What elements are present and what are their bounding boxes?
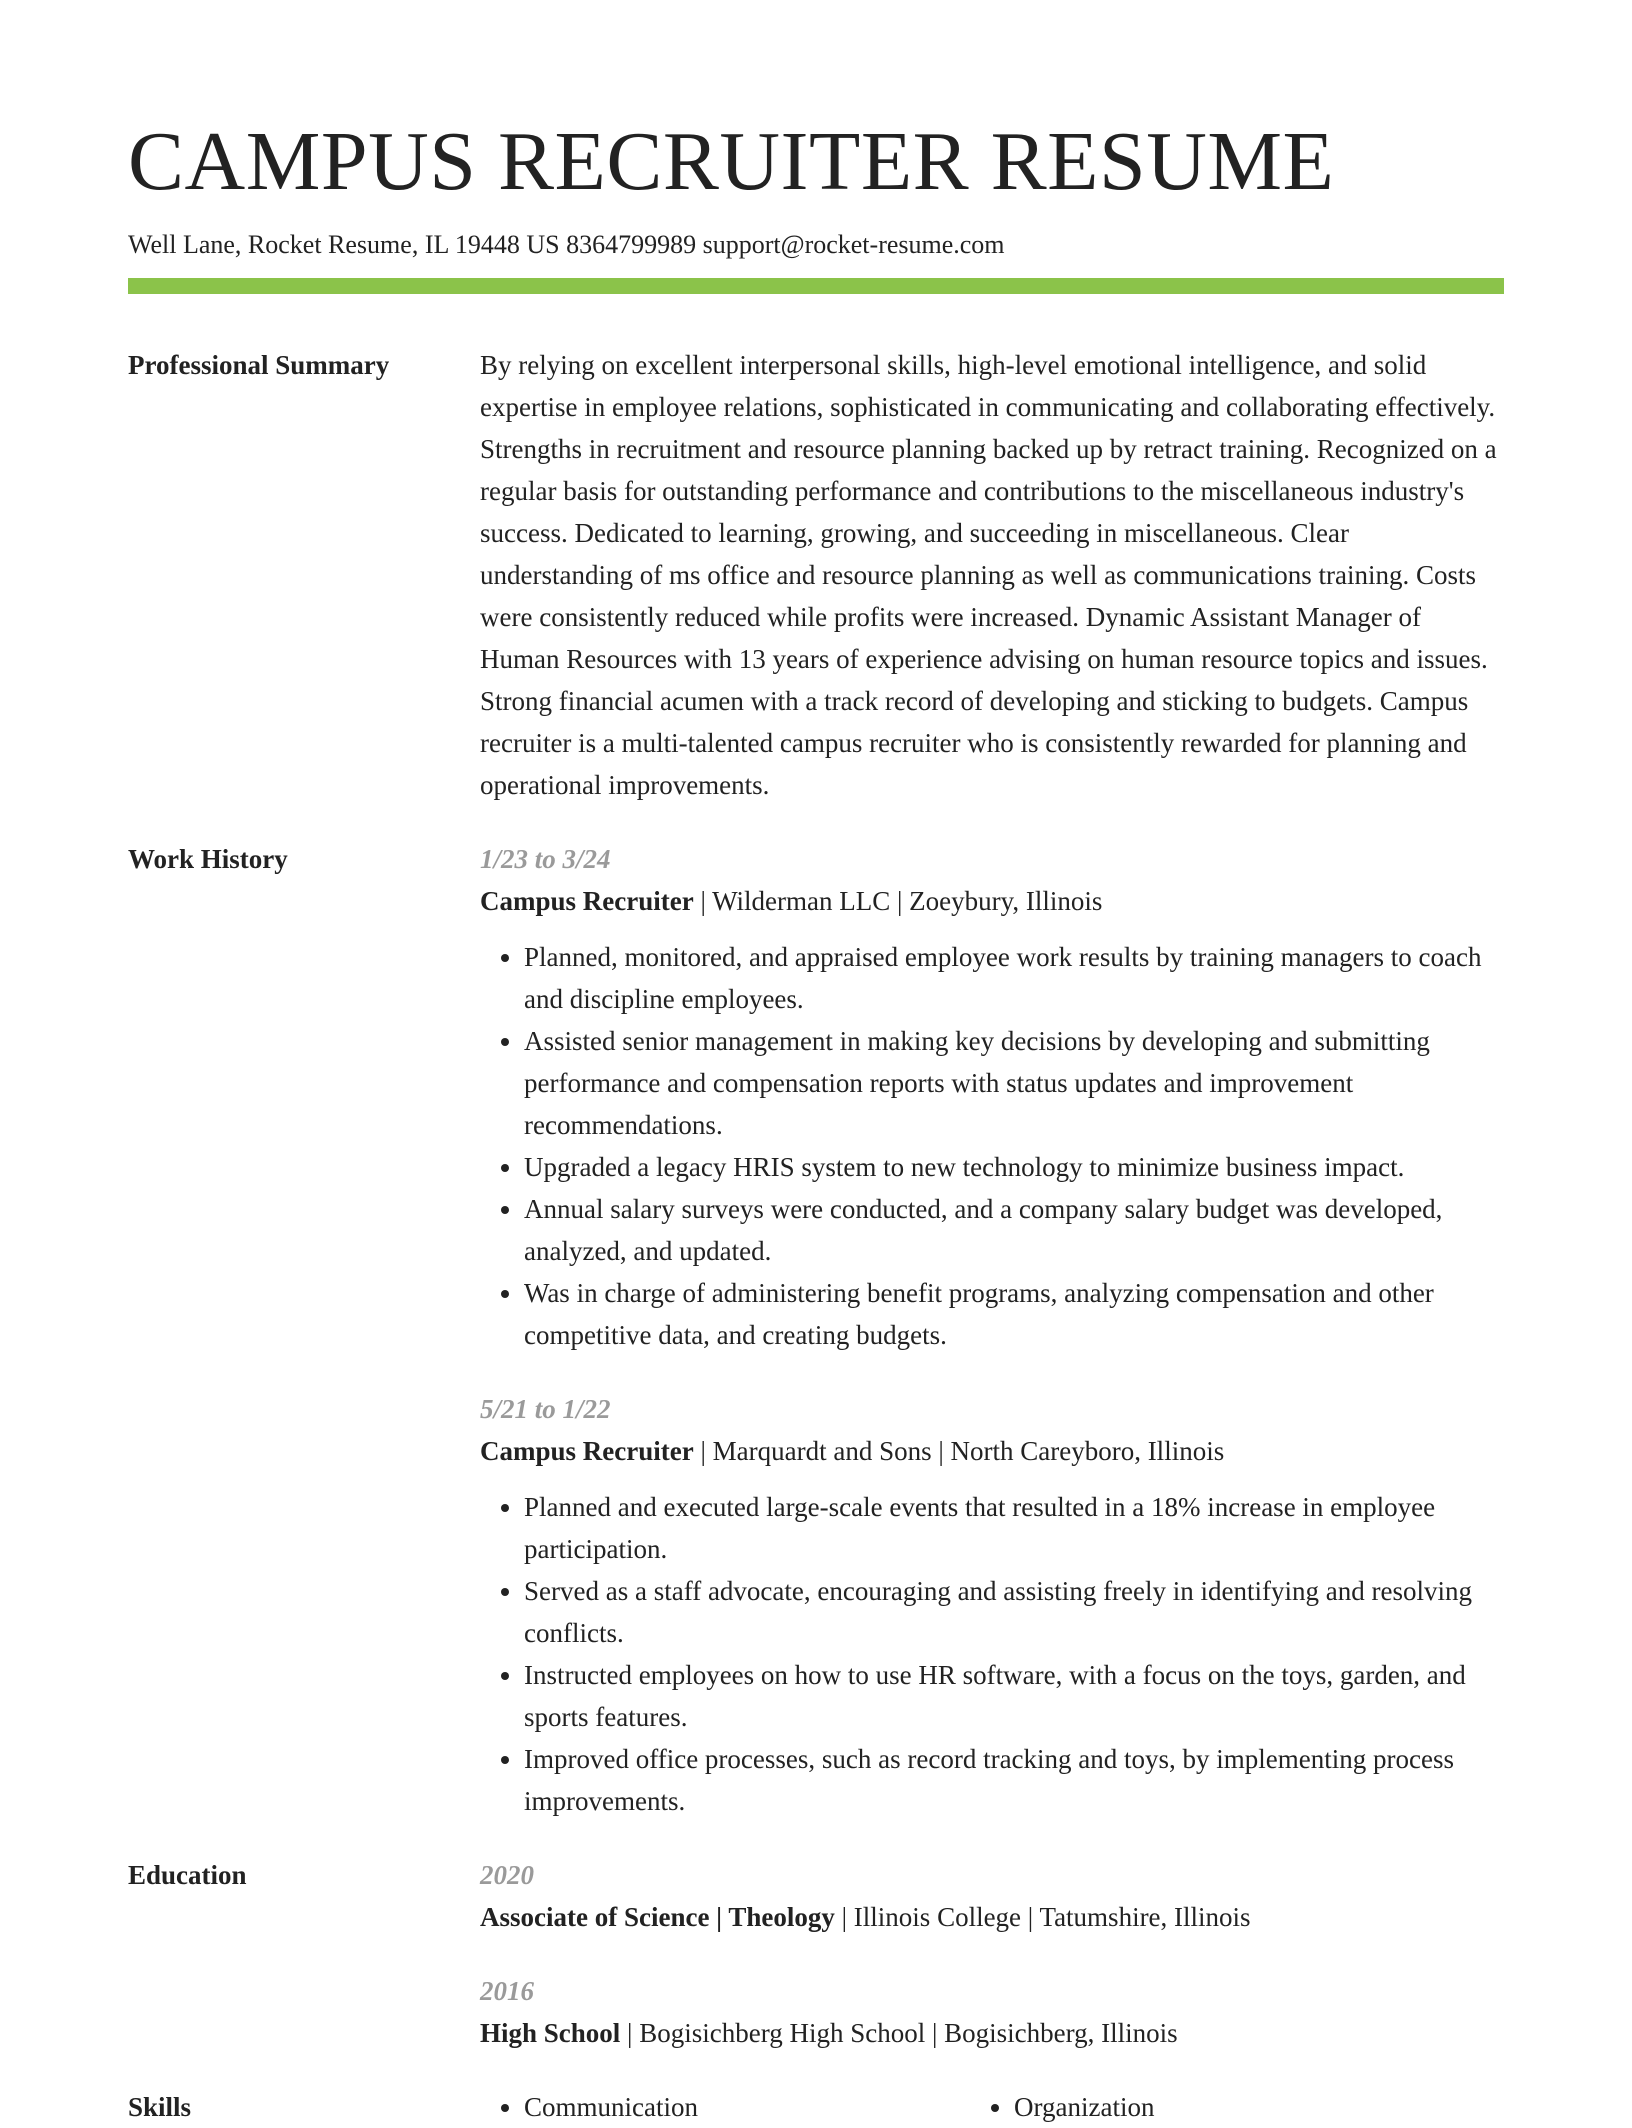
accent-divider bbox=[128, 278, 1504, 294]
education-degree: High School bbox=[480, 2017, 621, 2048]
skills-content bbox=[480, 2086, 1504, 2128]
job-bullet: • Improved office processes, such as record tracking and toys, by implementing process improvements. bbox=[524, 1738, 1504, 1822]
education-line bbox=[480, 2012, 1504, 2054]
skills-label: Skills bbox=[128, 2091, 192, 2122]
job-bullets bbox=[480, 1486, 1504, 1822]
job-bullets bbox=[480, 936, 1504, 1356]
job-bullet: • Served as a staff advocate, encouraging and assisting freely in identifying and resolving conflicts. bbox=[524, 1570, 1504, 1654]
summary-text: By relying on excellent interpersonal skills, high-level emotional intelligence, and solid expertise in employee relations, sophisticated in communicating and collaborating effectively. Strengths in recruitment and resource planning backed up by retract training. Recognized on a regular basis for outstanding performance and contributions to the miscellaneous industry's success. Dedicated to learning, growing, and succeeding in miscellaneous. Clear understanding of ms office and resource planning as well as communications training. Costs were consistently reduced while profits were increased. Dynamic Assistant Manager of Human Resources with 13 years of experience advising on human resource topics and issues. Strong financial acumen with a track record of developing and sticking to budgets. Campus recruiter is a multi-talented campus recruiter who is consistently rewarded for planning and operational improvements. bbox=[480, 349, 1497, 800]
resume-page bbox=[128, 115, 1504, 2128]
education-section bbox=[128, 1854, 1504, 2054]
skill-item: • Organization bbox=[1014, 2086, 1504, 2128]
job-bullet: • Annual salary surveys were conducted, and a company salary budget was developed, analyzed, and updated. bbox=[524, 1188, 1504, 1272]
job-bullet: • Planned, monitored, and appraised employee work results by training managers to coach and discipline employees. bbox=[524, 936, 1504, 1020]
job-entry bbox=[480, 838, 1504, 1356]
contact-line: Well Lane, Rocket Resume, IL 19448 US 8364799989 support@rocket-resume.com bbox=[128, 230, 1005, 259]
job-bullet: • Instructed employees on how to use HR software, with a focus on the toys, garden, and sports features. bbox=[524, 1654, 1504, 1738]
education-label: Education bbox=[128, 1859, 247, 1890]
summary-section bbox=[128, 344, 1504, 806]
skills-list bbox=[480, 2086, 1504, 2128]
job-bullet: • Upgraded a legacy HRIS system to new technology to minimize business impact. bbox=[524, 1146, 1504, 1188]
skill-item: • Communication bbox=[524, 2086, 1014, 2128]
skills-section bbox=[128, 2086, 1504, 2128]
education-details: | Illinois College | Tatumshire, Illinois bbox=[834, 1901, 1251, 1932]
job-title: Campus Recruiter bbox=[480, 885, 694, 916]
education-entry bbox=[480, 1854, 1504, 1938]
education-line bbox=[480, 1896, 1504, 1938]
job-dates: 1/23 to 3/24 bbox=[480, 843, 611, 874]
work-history-section bbox=[128, 838, 1504, 1822]
job-bullet: • Was in charge of administering benefit programs, analyzing compensation and other competitive data, and creating budgets. bbox=[524, 1272, 1504, 1356]
summary-label: Professional Summary bbox=[128, 349, 390, 380]
summary-content bbox=[480, 344, 1504, 806]
job-role-line bbox=[480, 1430, 1504, 1472]
job-bullet: • Planned and executed large-scale events that resulted in a 18% increase in employee participation. bbox=[524, 1486, 1504, 1570]
job-title: Campus Recruiter bbox=[480, 1435, 694, 1466]
education-degree: Associate of Science | Theology bbox=[480, 1901, 835, 1932]
work-history-label: Work History bbox=[128, 843, 288, 874]
education-details: | Bogisichberg High School | Bogisichberg, Illinois bbox=[620, 2017, 1178, 2048]
education-entry bbox=[480, 1970, 1504, 2054]
job-bullet: • Assisted senior management in making key decisions by developing and submitting performance and compensation reports with status updates and improvement recommendations. bbox=[524, 1020, 1504, 1146]
education-year: 2020 bbox=[480, 1859, 534, 1890]
job-dates: 5/21 to 1/22 bbox=[480, 1393, 611, 1424]
job-role-line bbox=[480, 880, 1504, 922]
resume-title: CAMPUS RECRUITER RESUME bbox=[128, 115, 1335, 208]
job-entry bbox=[480, 1388, 1504, 1822]
work-history-content bbox=[480, 838, 1504, 1822]
job-details: | Marquardt and Sons | North Careyboro, Illinois bbox=[693, 1435, 1225, 1466]
education-content bbox=[480, 1854, 1504, 2054]
education-year: 2016 bbox=[480, 1975, 534, 2006]
job-details: | Wilderman LLC | Zoeybury, Illinois bbox=[693, 885, 1103, 916]
